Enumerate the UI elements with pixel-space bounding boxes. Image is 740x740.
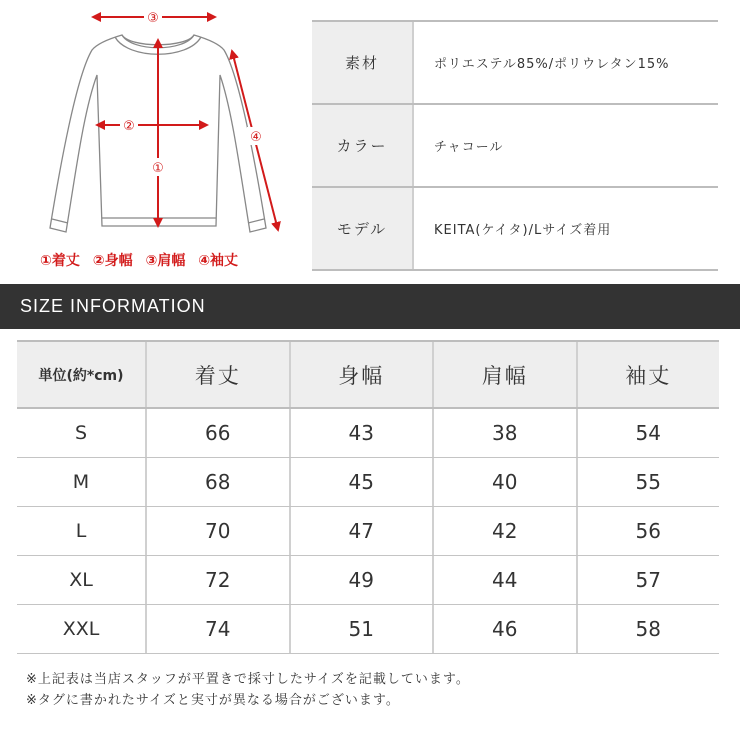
table-cell: 68 [147,458,291,506]
note-line: ※上記表は当店スタッフが平置きで採寸したサイズを記載しています。 [26,672,470,687]
section-title: SIZE INFORMATION [20,296,206,316]
table-cell: 56 [635,519,661,543]
spec-row-model [312,188,718,271]
table-cell: 46 [434,605,578,653]
marker-3: ③ [147,11,159,26]
marker-1: ① [152,161,164,176]
header-cell-unit: 単位(約*cm) [17,342,147,407]
measurement-legend [40,250,238,270]
table-row [17,605,719,654]
table-cell: 57 [635,568,661,592]
header-cell-length: 着丈 [147,342,291,407]
legend-item: ②身幅 [92,253,133,269]
spec-label: モデル [312,188,414,269]
note-line: ※タグに書かれたサイズと実寸が異なる場合がございます。 [26,693,400,708]
marker-2: ② [123,119,135,134]
header-cell-width: 身幅 [291,342,435,407]
table-cell: 42 [434,507,578,555]
table-cell: 74 [147,605,291,653]
spec-label: 素材 [312,22,414,103]
table-row [17,458,719,507]
notes [26,669,470,711]
spec-row-material [312,22,718,105]
spec-table [312,20,718,271]
table-cell: 58 [635,617,661,641]
header-cell-sleeve: 袖丈 [625,363,672,388]
header-cell-shoulder: 肩幅 [434,342,578,407]
legend-item: ①着丈 [40,253,80,269]
spec-value: チャコール [434,140,504,155]
legend-item: ③肩幅 [145,253,186,269]
table-cell: 72 [147,556,291,604]
table-cell: 45 [291,458,435,506]
table-row [17,556,719,605]
table-cell: 51 [291,605,435,653]
spec-value: ポリエステル85%/ポリウレタン15% [434,57,670,72]
table-cell: 38 [434,409,578,457]
size-label: M [17,458,147,506]
table-cell: 40 [434,458,578,506]
table-cell: 47 [291,507,435,555]
table-cell: 44 [434,556,578,604]
spec-value: KEITA(ケイタ)/Lサイズ着用 [434,223,612,238]
table-row [17,409,719,458]
size-label: L [17,507,147,555]
garment-diagram [0,0,300,280]
spec-row-color [312,105,718,188]
table-cell: 43 [291,409,435,457]
marker-4: ④ [250,130,262,145]
table-row [17,507,719,556]
table-cell: 66 [147,409,291,457]
table-cell: 55 [635,470,661,494]
legend-item: ④袖丈 [198,253,239,269]
size-information-header [0,284,740,329]
size-label: S [17,409,147,457]
size-table [17,340,719,654]
table-header-row [17,342,719,409]
spec-label: カラー [312,105,414,186]
table-cell: 54 [635,421,661,445]
size-label: XXL [17,605,147,653]
size-label: XL [17,556,147,604]
table-cell: 49 [291,556,435,604]
table-cell: 70 [147,507,291,555]
